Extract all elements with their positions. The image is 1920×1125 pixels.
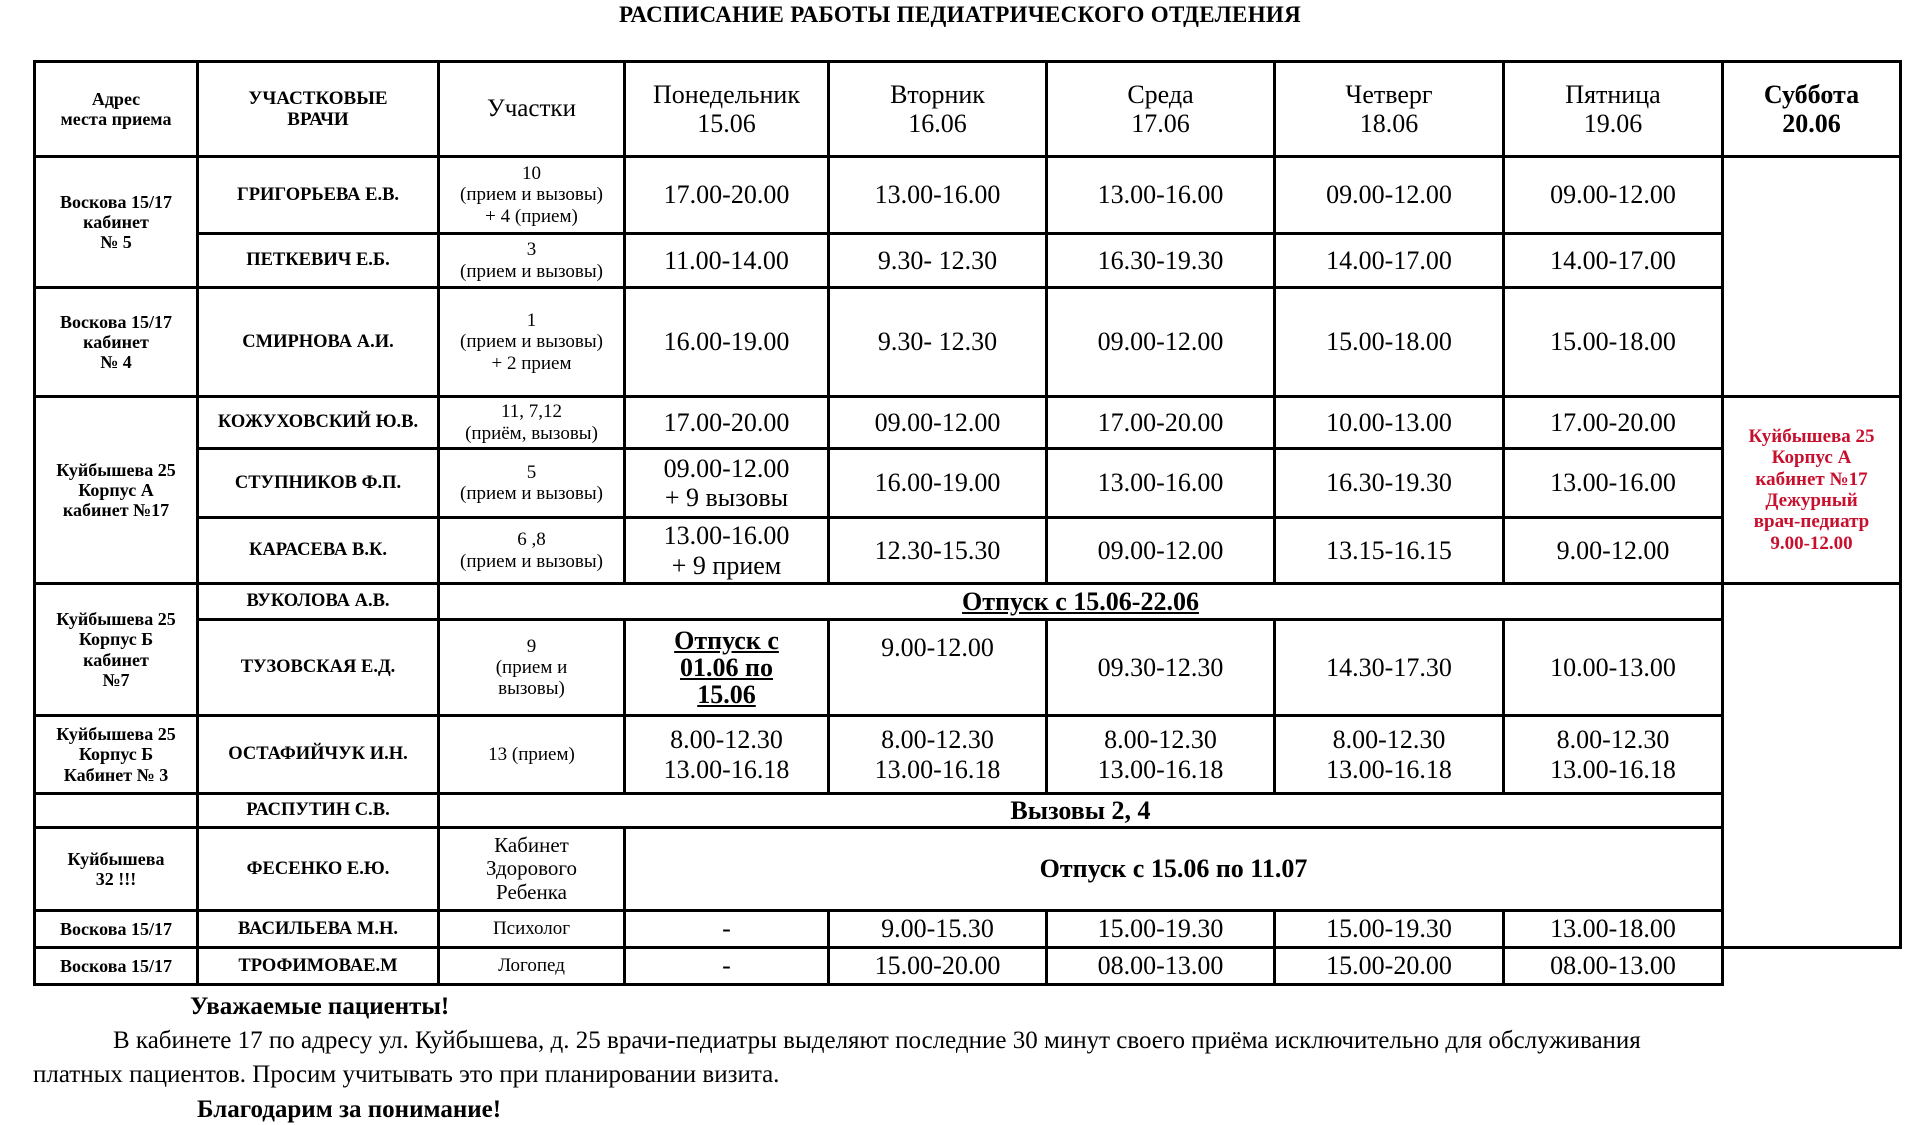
time-cell: 14.30-17.30	[1275, 620, 1504, 716]
time-cell: 13.00-16.00	[1047, 157, 1275, 234]
header-sections: Участки	[439, 62, 625, 157]
schedule-table	[33, 60, 1902, 986]
sections-cell: 5 (прием и вызовы)	[439, 449, 625, 518]
header-wednesday: Среда 17.06	[1047, 62, 1275, 157]
calls-span: Вызовы 2, 4	[439, 794, 1723, 828]
page-title: РАСПИСАНИЕ РАБОТЫ ПЕДИАТРИЧЕСКОГО ОТДЕЛЕНИЯ	[619, 2, 1301, 27]
table-row	[35, 157, 1901, 234]
time-cell: 10.00-13.00	[1275, 397, 1504, 449]
doctor-name: ТУЗОВСКАЯ Е.Д.	[198, 620, 439, 716]
doctor-name: ПЕТКЕВИЧ Е.Б.	[198, 234, 439, 288]
time-cell: 8.00-12.30 13.00-16.18	[1275, 716, 1504, 794]
time-cell: 16.00-19.00	[829, 449, 1047, 518]
time-cell: 8.00-12.30 13.00-16.18	[829, 716, 1047, 794]
time-cell: 14.00-17.00	[1275, 234, 1504, 288]
notice-title: Уважаемые пациенты!	[190, 993, 450, 1020]
time-cell: 15.00-19.30	[1047, 911, 1275, 948]
table-row	[35, 948, 1901, 985]
saturday-empty-cell	[1723, 584, 1901, 948]
table-row	[35, 794, 1901, 828]
header-thursday: Четверг 18.06	[1275, 62, 1504, 157]
doctor-name: ВУКОЛОВА А.В.	[198, 584, 439, 620]
header-address: Адрес места приема	[35, 62, 198, 157]
table-row	[35, 449, 1901, 518]
vacation-cell: Отпуск с 01.06 по 15.06	[625, 620, 829, 716]
address-cell: Воскова 15/17 кабинет № 5	[35, 157, 198, 288]
time-cell: 8.00-12.30 13.00-16.18	[1504, 716, 1723, 794]
time-cell: 13.15-16.15	[1275, 518, 1504, 584]
table-row	[35, 288, 1901, 397]
doctor-name: ВАСИЛЬЕВА М.Н.	[198, 911, 439, 948]
notice-thanks: Благодарим за понимание!	[197, 1096, 502, 1123]
notice-line: платных пациентов. Просим учитывать это при планировании визита.	[33, 1061, 780, 1088]
time-cell: 17.00-20.00	[1047, 397, 1275, 449]
time-cell: 09.00-12.00	[1047, 288, 1275, 397]
doctor-name: КОЖУХОВСКИЙ Ю.В.	[198, 397, 439, 449]
sections-cell: 3 (прием и вызовы)	[439, 234, 625, 288]
doctor-name: ГРИГОРЬЕВА Е.В.	[198, 157, 439, 234]
doctor-name: СТУПНИКОВ Ф.П.	[198, 449, 439, 518]
sections-cell: 1 (прием и вызовы) + 2 прием	[439, 288, 625, 397]
time-cell: 17.00-20.00	[625, 157, 829, 234]
address-cell: Куйбышева 25 Корпус Б Кабинет № 3	[35, 716, 198, 794]
time-cell: 14.00-17.00	[1504, 234, 1723, 288]
header-doctors: УЧАСТКОВЫЕ ВРАЧИ	[198, 62, 439, 157]
time-cell: 13.00-16.00	[1504, 449, 1723, 518]
time-cell: 15.00-19.30	[1275, 911, 1504, 948]
sections-cell: Кабинет Здорового Ребенка	[439, 828, 625, 911]
time-cell: 15.00-18.00	[1504, 288, 1723, 397]
table-row	[35, 911, 1901, 948]
doctor-name: КАРАСЕВА В.К.	[198, 518, 439, 584]
time-cell: 15.00-20.00	[829, 948, 1047, 985]
table-row	[35, 620, 1901, 716]
time-cell: 17.00-20.00	[1504, 397, 1723, 449]
table-row	[35, 518, 1901, 584]
time-cell: 8.00-12.30 13.00-16.18	[1047, 716, 1275, 794]
time-cell: 9.00-15.30	[829, 911, 1047, 948]
header-monday: Понедельник 15.06	[625, 62, 829, 157]
time-cell: -	[625, 911, 829, 948]
address-cell: Куйбышева 25 Корпус Б кабинет №7	[35, 584, 198, 716]
doctor-name: ФЕСЕНКО Е.Ю.	[198, 828, 439, 911]
address-cell	[35, 794, 198, 828]
address-cell: Воскова 15/17	[35, 911, 198, 948]
time-cell: 12.30-15.30	[829, 518, 1047, 584]
address-cell: Куйбышева 25 Корпус А кабинет №17	[35, 397, 198, 584]
table-row	[35, 584, 1901, 620]
time-cell: 9.00-12.00	[1504, 518, 1723, 584]
time-cell: 16.30-19.30	[1047, 234, 1275, 288]
time-cell: 08.00-13.00	[1047, 948, 1275, 985]
time-cell: 9.30- 12.30	[829, 288, 1047, 397]
sections-cell: 9 (прием и вызовы)	[439, 620, 625, 716]
doctor-name: ОСТАФИЙЧУК И.Н.	[198, 716, 439, 794]
table-row	[35, 234, 1901, 288]
header-row	[35, 62, 1901, 157]
vacation-span: Отпуск с 15.06-22.06	[439, 584, 1723, 620]
sections-cell: 10 (прием и вызовы) + 4 (прием)	[439, 157, 625, 234]
time-cell: 09.30-12.30	[1047, 620, 1275, 716]
time-cell: 16.30-19.30	[1275, 449, 1504, 518]
header-friday: Пятница 19.06	[1504, 62, 1723, 157]
time-cell: 09.00-12.00	[829, 397, 1047, 449]
time-cell: 13.00-18.00	[1504, 911, 1723, 948]
time-cell: 08.00-13.00	[1504, 948, 1723, 985]
sections-cell: 6 ,8 (прием и вызовы)	[439, 518, 625, 584]
empty-cell	[1723, 948, 1901, 985]
time-cell: 09.00-12.00	[1047, 518, 1275, 584]
time-cell: 9.00-12.00	[829, 620, 1047, 716]
table-row	[35, 397, 1901, 449]
sections-cell: Логопед	[439, 948, 625, 985]
time-cell: 17.00-20.00	[625, 397, 829, 449]
sections-cell: 13 (прием)	[439, 716, 625, 794]
notice-line: В кабинете 17 по адресу ул. Куйбышева, д. 25 врачи-педиатры выделяют последние 30 минут своего приёма исключительно для обслуживания	[113, 1027, 1641, 1054]
doctor-name: СМИРНОВА А.И.	[198, 288, 439, 397]
time-cell: 15.00-18.00	[1275, 288, 1504, 397]
table-row	[35, 716, 1901, 794]
vacation-span: Отпуск с 15.06 по 11.07	[625, 828, 1723, 911]
sections-cell: 11, 7,12 (приём, вызовы)	[439, 397, 625, 449]
time-cell: 09.00-12.00	[1275, 157, 1504, 234]
time-cell: 13.00-16.00 + 9 прием	[625, 518, 829, 584]
header-saturday: Суббота 20.06	[1723, 62, 1901, 157]
time-cell: 9.30- 12.30	[829, 234, 1047, 288]
time-cell: -	[625, 948, 829, 985]
table-row	[35, 828, 1901, 911]
doctor-name: РАСПУТИН С.В.	[198, 794, 439, 828]
time-cell: 13.00-16.00	[829, 157, 1047, 234]
address-cell: Воскова 15/17	[35, 948, 198, 985]
time-cell: 09.00-12.00 + 9 вызовы	[625, 449, 829, 518]
doctor-name: ТРОФИМОВАЕ.М	[198, 948, 439, 985]
time-cell: 15.00-20.00	[1275, 948, 1504, 985]
header-tuesday: Вторник 16.06	[829, 62, 1047, 157]
time-cell: 16.00-19.00	[625, 288, 829, 397]
saturday-duty-cell: Куйбышева 25 Корпус А кабинет №17 Дежурный врач-педиатр 9.00-12.00	[1723, 397, 1901, 584]
time-cell: 09.00-12.00	[1504, 157, 1723, 234]
time-cell: 11.00-14.00	[625, 234, 829, 288]
sections-cell: Психолог	[439, 911, 625, 948]
saturday-empty-cell	[1723, 157, 1901, 397]
time-cell: 10.00-13.00	[1504, 620, 1723, 716]
address-cell: Воскова 15/17 кабинет № 4	[35, 288, 198, 397]
time-cell: 8.00-12.30 13.00-16.18	[625, 716, 829, 794]
time-cell: 13.00-16.00	[1047, 449, 1275, 518]
address-cell: Куйбышева 32 !!!	[35, 828, 198, 911]
